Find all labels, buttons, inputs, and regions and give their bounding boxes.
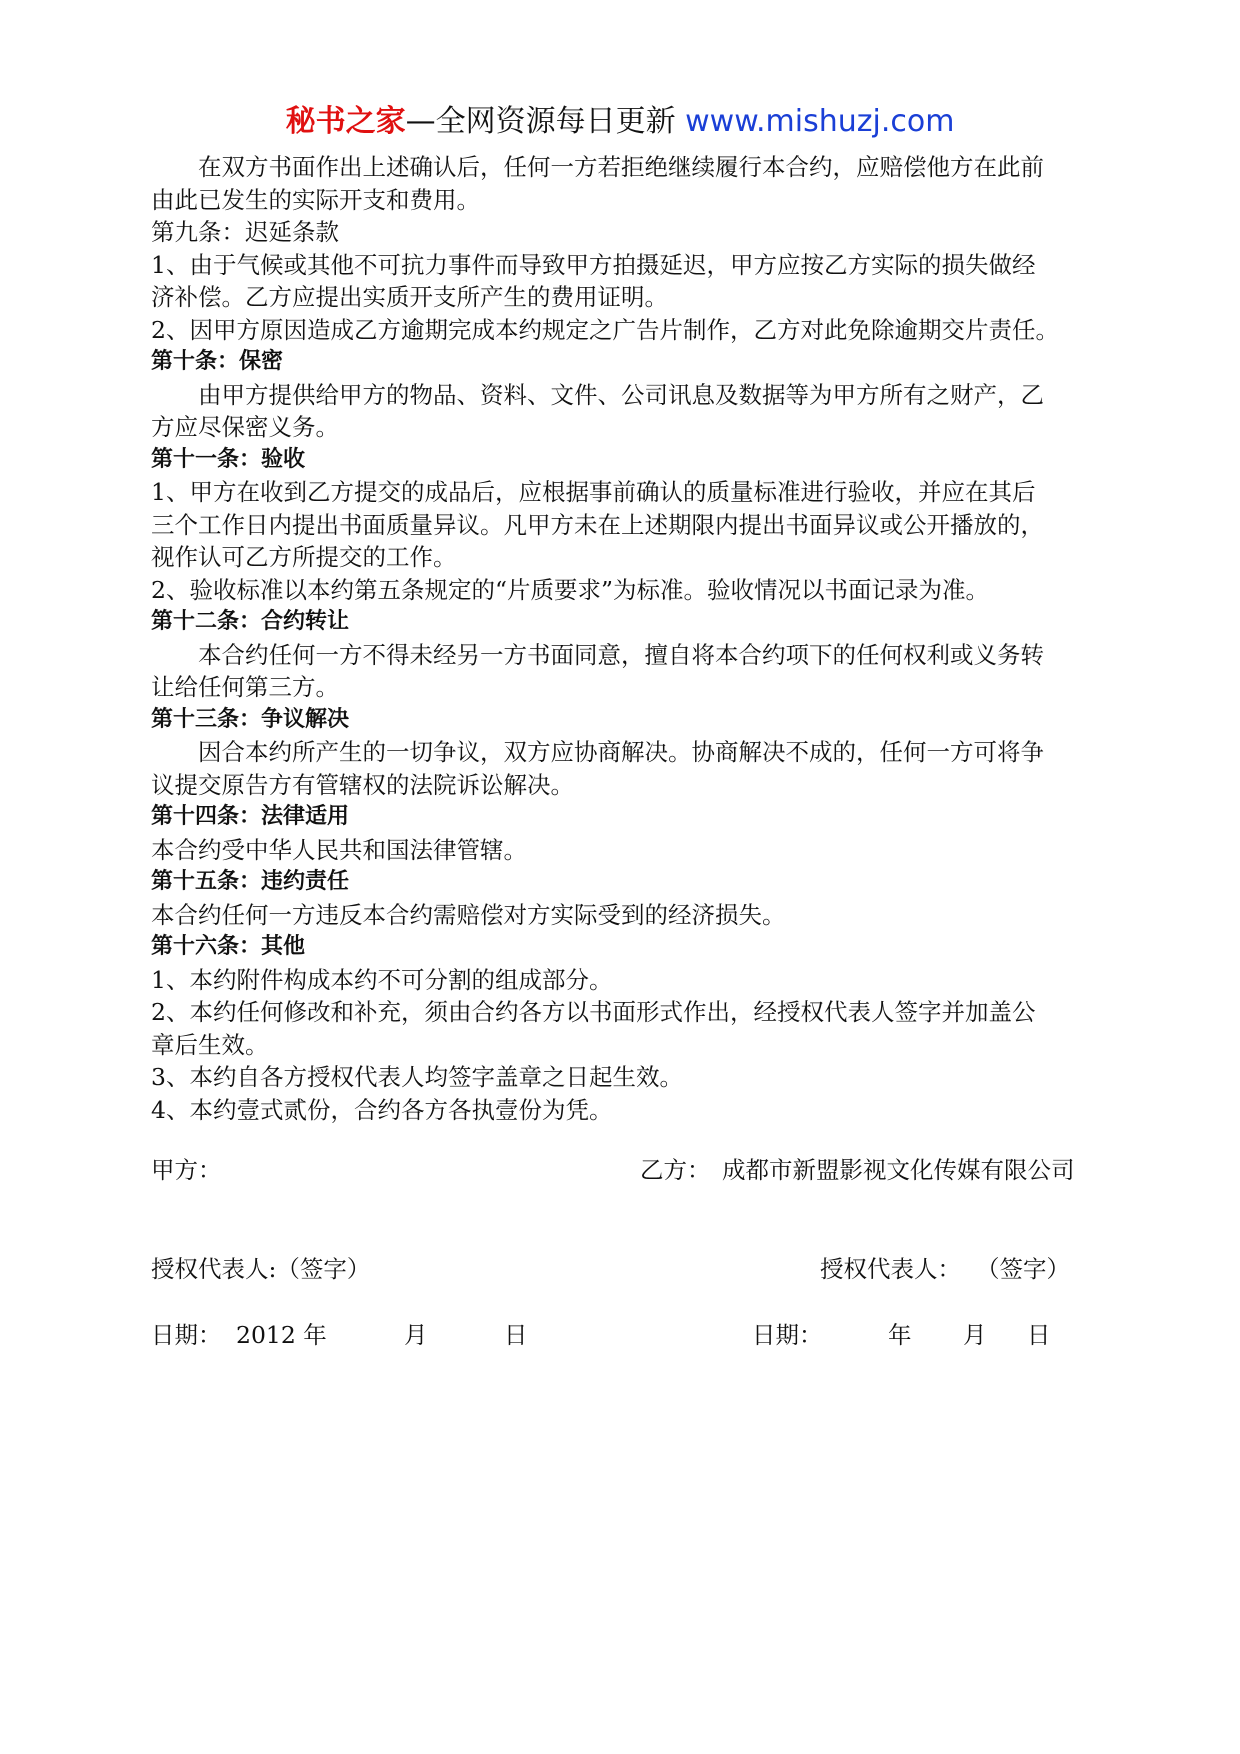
- authorized-rep-right: 授权代表人： （签字）: [820, 1255, 1070, 1283]
- header-brand: 秘书之家: [285, 104, 406, 139]
- text-line: 本合约任何一方违反本合约需赔偿对方实际受到的经济损失。: [151, 900, 786, 929]
- party-b-label: 乙方：: [640, 1156, 711, 1184]
- text-line: 三个工作日内提出书面质量异议。凡甲方未在上述期限内提出书面异议或公开播放的，: [151, 510, 1044, 539]
- text-line: 1、由于气候或其他不可抗力事件而导致甲方拍摄延迟，甲方应按乙方实际的损失做经: [151, 250, 1036, 279]
- text-line: 2、因甲方原因造成乙方逾期完成本约规定之广告片制作，乙方对此免除逾期交片责任。: [151, 315, 1059, 344]
- date-year-left: 2012 年: [236, 1321, 327, 1349]
- date-label-left: 日期：: [151, 1321, 222, 1349]
- date-month-left: 月: [404, 1321, 428, 1349]
- section-heading: 第十三条：争议解决: [151, 706, 350, 732]
- party-a-label: 甲方：: [151, 1156, 222, 1184]
- text-line: 第九条：迟延条款: [151, 218, 339, 246]
- text-line: 本合约受中华人民共和国法律管辖。: [151, 835, 527, 864]
- text-line: 4、本约壹式贰份，合约各方各执壹份为凭。: [151, 1095, 613, 1124]
- text-line: 由甲方提供给甲方的物品、资料、文件、公司讯息及数据等为甲方所有之财产，乙: [198, 380, 1044, 409]
- text-line: 议提交原告方有管辖权的法院诉讼解决。: [151, 770, 574, 799]
- text-line: 由此已发生的实际开支和费用。: [151, 185, 480, 214]
- text-line: 2、验收标准以本约第五条规定的“片质要求”为标准。验收情况以书面记录为准。: [151, 575, 989, 604]
- text-line: 让给任何第三方。: [151, 673, 339, 701]
- text-line: 3、本约自各方授权代表人均签字盖章之日起生效。: [151, 1063, 683, 1091]
- text-line: 方应尽保密义务。: [151, 413, 339, 441]
- party-b-name: 成都市新盟影视文化传媒有限公司: [722, 1156, 1075, 1184]
- section-heading: 第十六条：其他: [151, 934, 306, 959]
- date-day-right: 日: [1027, 1321, 1051, 1349]
- text-line: 视作认可乙方所提交的工作。: [151, 543, 457, 571]
- date-year-right: 年: [888, 1321, 912, 1349]
- section-heading: 第十一条：验收: [151, 446, 306, 472]
- text-line: 章后生效。: [151, 1030, 269, 1059]
- section-heading: 第十五条：违约责任: [151, 869, 350, 894]
- text-line: 因合本约所产生的一切争议，双方应协商解决。协商解决不成的，任何一方可将争: [198, 738, 1044, 766]
- section-heading: 第十二条：合约转让: [151, 609, 350, 634]
- header-slogan: —全网资源每日更新: [405, 104, 676, 139]
- header-url[interactable]: www.mishuzj.com: [685, 104, 955, 139]
- text-line: 2、本约任何修改和补充，须由合约各方以书面形式作出，经授权代表人签字并加盖公: [151, 998, 1036, 1026]
- text-line: 1、甲方在收到乙方提交的成品后，应根据事前确认的质量标准进行验收，并应在其后: [151, 478, 1036, 506]
- text-line: 1、本约附件构成本约不可分割的组成部分。: [151, 965, 613, 994]
- page-header: [0, 100, 1240, 144]
- authorized-rep-left: 授权代表人:（签字）: [151, 1255, 371, 1283]
- contract-body: [151, 151, 1101, 1126]
- section-heading: 第十条：保密: [151, 349, 284, 374]
- text-line: 济补偿。乙方应提出实质开支所产生的费用证明。: [151, 283, 668, 311]
- section-heading: 第十四条：法律适用: [151, 804, 350, 829]
- date-day-left: 日: [504, 1321, 528, 1349]
- date-month-right: 月: [963, 1321, 987, 1349]
- text-line: 在双方书面作出上述确认后，任何一方若拒绝继续履行本合约，应赔偿他方在此前: [198, 153, 1044, 181]
- text-line: 本合约任何一方不得未经另一方书面同意，擅自将本合约项下的任何权利或义务转: [198, 640, 1044, 669]
- date-label-right: 日期：: [752, 1321, 823, 1349]
